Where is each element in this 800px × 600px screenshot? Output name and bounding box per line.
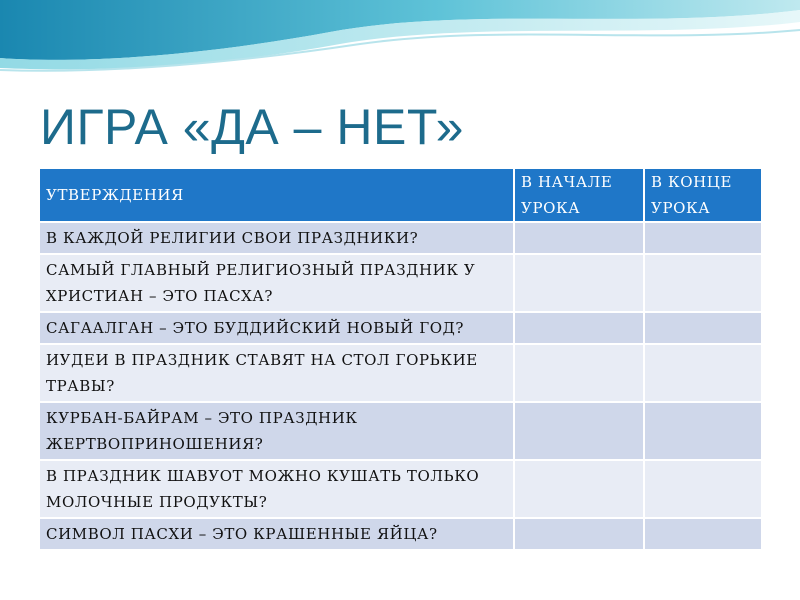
header-statements: УТВЕРЖДЕНИЯ [39, 168, 514, 222]
header-wave-decoration [0, 0, 800, 90]
header-start-of-lesson: В НАЧАЛЕ УРОКА [514, 168, 644, 222]
statement-cell: В ПРАЗДНИК ШАВУОТ МОЖНО КУШАТЬ ТОЛЬКО МОЛОЧНЫЕ ПРОДУКТЫ? [39, 460, 514, 518]
statement-cell: САГААЛГАН – ЭТО БУДДИЙСКИЙ НОВЫЙ ГОД? [39, 312, 514, 344]
end-answer-cell[interactable] [644, 222, 762, 254]
table-row [39, 460, 762, 518]
table-row [39, 402, 762, 460]
start-answer-cell[interactable] [514, 312, 644, 344]
start-answer-cell[interactable] [514, 402, 644, 460]
end-answer-cell[interactable] [644, 254, 762, 312]
table-row [39, 518, 762, 550]
statement-cell: ИУДЕИ В ПРАЗДНИК СТАВЯТ НА СТОЛ ГОРЬКИЕ ТРАВЫ? [39, 344, 514, 402]
end-answer-cell[interactable] [644, 518, 762, 550]
statement-cell: САМЫЙ ГЛАВНЫЙ РЕЛИГИОЗНЫЙ ПРАЗДНИК У ХРИСТИАН – ЭТО ПАСХА? [39, 254, 514, 312]
statement-cell: СИМВОЛ ПАСХИ – ЭТО КРАШЕННЫЕ ЯЙЦА? [39, 518, 514, 550]
start-answer-cell[interactable] [514, 518, 644, 550]
table-row [39, 254, 762, 312]
table-row [39, 344, 762, 402]
slide-title: ИГРА «ДА – НЕТ» [40, 99, 464, 155]
end-answer-cell[interactable] [644, 312, 762, 344]
table-header-row [39, 168, 762, 222]
start-answer-cell[interactable] [514, 222, 644, 254]
yes-no-table [38, 167, 763, 551]
end-answer-cell[interactable] [644, 460, 762, 518]
end-answer-cell[interactable] [644, 402, 762, 460]
start-answer-cell[interactable] [514, 254, 644, 312]
header-end-of-lesson: В КОНЦЕ УРОКА [644, 168, 762, 222]
end-answer-cell[interactable] [644, 344, 762, 402]
start-answer-cell[interactable] [514, 460, 644, 518]
table-row [39, 222, 762, 254]
statement-cell: В КАЖДОЙ РЕЛИГИИ СВОИ ПРАЗДНИКИ? [39, 222, 514, 254]
table-row [39, 312, 762, 344]
statement-cell: КУРБАН-БАЙРАМ – ЭТО ПРАЗДНИК ЖЕРТВОПРИНОШЕНИЯ? [39, 402, 514, 460]
start-answer-cell[interactable] [514, 344, 644, 402]
